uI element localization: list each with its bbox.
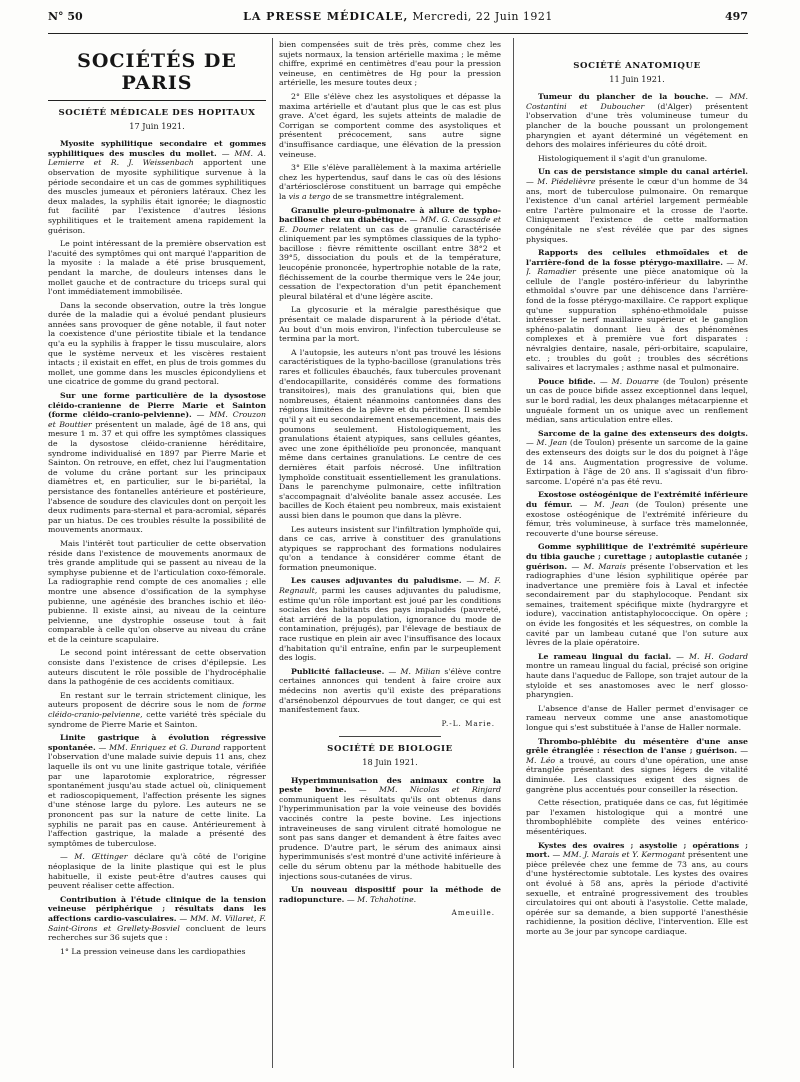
column-right (526, 40, 748, 1070)
article-text: concluent de leurs recherches sur 36 sujets que : (48, 923, 266, 943)
article (526, 652, 748, 700)
text-run: 3° Elle s'élève parallèlement à la maxima artérielle chez les hypertendus, sauf dans le cas où des lésions d'artériosclérose constituent un barrage qui empêche la (279, 163, 501, 201)
paragraph: Cette résection, pratiquée dans ce cas, fut légitimée par l'examen histologique qui a montré une thrombophlébite complète des veines entérico-mésentériques. (526, 798, 748, 836)
article-heading: Granulie pleuro-pulmonaire à allure de typho-bacillose chez un diabétique. (279, 205, 501, 225)
article-text: parmi les causes adjuvantes du paludisme, estime qu'un rôle important est joué par les conditions sociales des habitants des pays impaludés (pauvreté, état arriéré de la population, ignorance du mode de contamination, préjugés), par l'élevage de bestiaux de race rustique en plein air avec l'insuffisance des locaux d'habitation qu'il entraîne, enfin par le surpeuplement des logis. (279, 586, 501, 663)
section-title: SOCIÉTÉ ANATOMIQUE (573, 61, 701, 71)
article (526, 92, 748, 150)
article-authors: — M. Œttinger (60, 852, 128, 862)
article-heading: Thrombo-phlébite du mésentère d'une anse grêle étranglée : résection de l'anse ; guérison. (526, 736, 748, 756)
article (526, 377, 748, 425)
article-heading: Publicité fallacieuse. (291, 666, 385, 676)
article-text: rapportent l'observation d'une malade suivie depuis 11 ans, chez laquelle ils ont vu une linite gastrique totale, vérifiée par une laparotomie exploratrice, régresser spontanément jusqu'au stade actuel où, cliniquement et radioscopiquement, l'affection présente les signes d'une sténose large du pylore. Les auteurs ne se prononcent pas sur la nature de cette linite. La syphilis ne parait pas en cause. Antérieurement à l'affection gastrique, la malade a présenté des symptômes de tuberculose. (48, 742, 266, 848)
article-authors: — M. F. Regnault, (279, 576, 501, 596)
section-title: SOCIÉTÉ DE BIOLOGIE (327, 744, 453, 755)
article-authors: — M. Léo (526, 746, 748, 765)
article-heading: Myosite syphilitique secondaire et gommes syphilitiques des muscles du mollet. (48, 139, 266, 158)
article-authors: — MM. Enriquez et G. Durand (98, 742, 221, 752)
article-heading: Hyperimmunisation des animaux contre la peste bovine. (279, 775, 501, 795)
article-authors: — M. Tchahotine. (346, 894, 417, 904)
article (48, 391, 266, 535)
article-heading: Kystes des ovaires ; asystolie ; opérations ; mort. (526, 840, 748, 860)
article-authors: — MM. A. Lemierre et R. J. Weissenbach (48, 148, 266, 168)
title-rule (48, 100, 266, 101)
article (48, 895, 266, 943)
paragraph: 1° La pression veineuse dans les cardiopathies (60, 946, 246, 956)
article-authors: — M. J. Ramadier (526, 257, 748, 277)
paragraph: 2° Elle s'élève chez les asystoliques et dépasse la maxima artérielle et d'autant plus que le cas est plus grave. A'cet égard, les sujets atteints de maladie de Corrigan se comportent comme des asystoliques et présentent précocement, sans autre signe d'insuffisance cardiaque, une élévation de la pression veineuse. (279, 91, 501, 159)
article-text: communiquent les résultats qu'ils ont obtenus dans l'hyperimmunisation par la voie veineuse des bovidés vaccinés contre la peste bovine. Les injections intraveineuses de sang virulent citraté homologue ne sont pas sans danger et demandent à être faites avec prudence. D'autre part, le sérum des animaux ainsi hyperimmunisés s'est montré d'une activité inférieure à celle du sérum obtenu par la méthode habituelle des injections sous-cutanées de virus. (279, 794, 501, 881)
section-rule (339, 736, 441, 737)
text-run: En restant sur le terrain strictement clinique, les auteurs proposent de décrire sous le nom de (48, 690, 266, 710)
article-heading: Les causes adjuvantes du paludisme. (291, 576, 462, 586)
paragraph: Les auteurs insistent sur l'infiltration lymphoïde qui, dans ce cas, arrive à constituer des granulations atypiques se rapprochant des formations nodulaires qu'on a tendance à considérer comme étant de formation pneumonique. (279, 524, 501, 572)
article (279, 776, 501, 882)
article-heading: Gomme syphilitique de l'extrémité supérieure du tibia gauche ; curettage ; autoplastie cutanée ; guérison. (526, 542, 748, 571)
article-authors: — M. H. Godard (676, 651, 748, 661)
article-heading: Un nouveau dispositif pour la méthode de radiopuncture. (279, 885, 501, 904)
issue-number: N° 50 (48, 10, 83, 23)
article-heading: Rapports des cellules ethmoïdales et de l'arrière-fond de la fosse ptérygo-maxillaire. (526, 248, 748, 267)
journal-name: LA PRESSE MÉDICALE, (243, 10, 409, 23)
article-authors: — MM. J. Marais et Y. Kermogant (552, 850, 686, 860)
paragraph (48, 691, 266, 729)
article-authors: — M. Jean (579, 499, 629, 509)
article-heading: Tumeur du plancher de la bouche. (538, 92, 709, 102)
issue-date: Mercredi, 22 Juin 1921 (412, 10, 553, 23)
paragraph: bien compensées suit de très près, comme chez les sujets normaux, la tension artérielle maxima ; le même chiffre, exprimé en centimètres d'eau pour la pression veineuse, en centimètres de Hg pour la pression artérielle, les mesure toutes deux ; (279, 40, 501, 88)
article-heading: Sarcome de la gaine des extenseurs des doigts. (538, 428, 748, 438)
article-heading: Contribution à l'étude clinique de la tension veineuse périphérique ; résultats dans les affections cardio-vasculaires. (48, 894, 266, 923)
article-text: présente le cœur d'un homme de 34 ans, mort de tuberculose pulmonaire. On remarque l'existence d'un canal artériel largement perméable entre l'artère pulmonaire et la crosse de l'aorte. Cliniquement l'existence de cette malformation congénitale ne s'est révélée que par des signes physiques. (526, 176, 748, 244)
section-date: 17 Juin 1921. (129, 120, 185, 131)
section-date: 18 Juin 1921. (362, 756, 418, 767)
header-rule (48, 33, 748, 34)
journal-title (48, 10, 748, 23)
column-divider (272, 38, 273, 1068)
article-heading: Linite gastrique à évolution régressive spontanée. (48, 733, 266, 752)
article (279, 576, 501, 662)
italic-term: vis a tergo (288, 191, 331, 201)
article-text: déclare qu'à côté de l'origine néoplasique de la linite plastique qui est le plus habituelle, il existe peut-être d'autres causes qui peuvent réaliser cette affection. (48, 852, 266, 891)
signature: P.-L. Marie. (441, 718, 495, 728)
article-authors: — M. Jean (526, 438, 568, 448)
article-authors: — M. Douarre (599, 376, 659, 386)
article (48, 733, 266, 848)
article-text: montre un rameau lingual du facial, précisé son origine haute dans l'aqueduc de Fallope, son trajet autour de la styloïde et ses anastomoses avec le nerf glosso-pharyngien. (526, 661, 748, 700)
paragraph: A l'autopsie, les auteurs n'ont pas trouvé les lésions caractéristiques de la typho-bacillose (granulations très rares et follicules ébauchés, faux tubercules provenant d'endocapillarite, considérés comme des formations transitoires), mais des granulations qui, bien que nombreuses, étaient néanmoins cantonnées dans des régions limitées de la plèvre et du péritoine. Il semble qu'il y ait eu secondairement ensemencement, mais des poumons seulement. Histologiquement, les granulations étaient atypiques, sans cellules géantes, avec une zone épithélioïde peu prononcée, manquant même dans certaines granulations. Le centre de ces dernières était parfois nécrosé. Une infiltration lymphoïde constituait essentiellement les granulations. Dans le parenchyme pulmonaire, cette infiltration s'accompagnait d'alvéolite banale assez accusée. Les bacilles de Koch étaient peu nombreux, mais existaient aussi bien dans le poumon que dans la plèvre. (279, 347, 501, 520)
article-text: présentent un malade, âgé de 18 ans, qui mesure 1 m. 37 et qui offre les symptômes classiques de la dysostose cléido-cranienne héréditaire, syndrome individualisé en 1897 par Pierre Marie et Sainton. On retrouve, en effet, chez lui l'augmentation de volume du crâne portant sur les principaux diamètres et, en particulier, sur le bi-pariétal, la persistance des fontanelles antérieure et postérieure, l'absence de soudure des clavicules dont on perçoit les deux rudiments para-sternal et para-acromial, séparés par un hiatus. De ces troubles résulte la possibilité de mouvements anormaux. (48, 419, 266, 535)
article-text: a trouvé, au cours d'une opération, une anse étranglée présentant des signes légers de vitalité diminuée. Les classiques exigent des signes de gangrène plus accentués pour conseiller la résection. (526, 755, 748, 794)
paragraph: Mais l'intérêt tout particulier de cette observation réside dans l'existence de mouvements anormaux de très grande amplitude qui se passent au niveau de la symphyse pubienne et de l'articulation coxo-fémorale. La radiographie rend compte de ces anomalies ; elle montre une absence d'ossification de la symphyse pubienne, une agénésie des branches ischio et iléo-pubienne. Il existe ainsi, au niveau de la ceinture pelvienne, une dystrophie osseuse tout à fait comparable à celle qu'on observe au niveau du crâne et de la ceinture scapulaire. (48, 538, 266, 644)
article-text: présentent une pièce prélevée chez une femme de 73 ans, au cours d'une hystérectomie subtotale. Les kystes des ovaires ont évolué à 58 ans, après la période d'activité sexuelle, et entraîné progressivement des troubles circulatoires qui ont abouti à l'asystolie. Cette malade, opérée sur sa demande, a bien supporté l'anesthésie rachidienne, la position déclive, l'intervention. Elle est morte au 3e jour par syncope cardiaque. (526, 850, 748, 936)
article (526, 490, 748, 538)
article-text: apportent une observation de myosite syphilitique survenue à la période secondaire et un cas de gommes syphilitiques des muscles jumeaux et péroniers latéraux. Chez les deux malades, la syphilis était ignorée; le diagnostic fut facilité par l'existence d'autres lésions syphilitiques et le traitement amena rapidement la guérison. (48, 158, 266, 235)
article-authors: — M. Milian (388, 666, 441, 676)
text-run: de se transmettre intégralement. (332, 191, 464, 201)
paragraph: Le second point intéressant de cette observation consiste dans l'existence de crises d'épilepsie. Les auteurs discutent le rôle possible de l'hydrocéphalie dans la pathogénie de ces accidents comitiaux. (48, 648, 266, 687)
main-title: SOCIÉTÉS DE PARIS (77, 50, 237, 94)
article-authors: — MM. Crouzon et Bouttier (48, 410, 266, 429)
article (48, 139, 266, 235)
article-heading: Sur une forme particulière de la dysostose cléido-cranienne de Pierre Marie et Sainton (forme cléido-cranio-pelvienne). (48, 391, 266, 420)
text-run: cette variété très spéciale du syndrome de Pierre Marie et Sainton. (48, 710, 266, 729)
article-authors: — MM. Costantini et Duboucher (526, 92, 748, 111)
article-heading: Exostose ostéogénique de l'extrémité inférieure du fémur. (526, 490, 748, 509)
signature: Ameuille. (451, 908, 495, 918)
article-heading: Pouce bifide. (538, 376, 596, 386)
article-text: s'élève contre certaines annonces qui tendent à faire croire aux médecins non avertis qu'il existe des préparations d'arsénobenzol dépourvues de tout danger, ce qui est manifestement faux. (279, 666, 501, 715)
column-middle (279, 40, 501, 1070)
paragraph: La glycosurie et la méralgie paresthésique que présentait ce malade disparurent à la période d'état. Au bout d'un mois environ, l'infection tuberculeuse se termina par la mort. (279, 305, 501, 344)
italic-term: forme cléido-cranio-pelvienne, (48, 700, 266, 720)
article-authors: — M. Marais (571, 561, 626, 571)
article-text: (de Toulon) présente un sarcome de la gaine des extenseurs des doigts sur le dos du poignet à l'âge de 14 ans. Augmentation progressive de volume. Extirpation à l'âge de 20 ans. Il s'agissait d'un fibro-sarcome. L'opéré n'a pas été revu. (526, 438, 748, 486)
paragraph: Le point intéressant de la première observation est l'acuité des symptômes qui ont marqué l'apparition de la myosite : la malade a été prise brusquement, pendant la marche, de douleurs intenses dans le mollet gauche et de contracture du triceps sural qui l'ont immédiatement immobilisée. (48, 239, 266, 297)
article (526, 542, 748, 648)
article (279, 206, 501, 302)
article-text: (de Toulon) présente une exostose ostéogénique de l'extrémité inférieure du fémur, très volumineuse, à surface très mamelonnée, recouverte d'une bourse séreuse. (526, 499, 748, 538)
paragraph: Histologiquement il s'agit d'un granulome. (538, 153, 708, 163)
section-title: SOCIÉTÉ MÉDICALE DES HOPITAUX (58, 108, 256, 118)
masthead (48, 4, 748, 30)
article-heading: Le rameau lingual du facial. (538, 651, 672, 661)
page-number: 497 (725, 10, 748, 23)
article (526, 167, 748, 244)
column-left (48, 40, 266, 1070)
article (526, 737, 748, 795)
article (279, 667, 501, 715)
paragraph (48, 852, 266, 890)
article-authors: — MM. G. Caussade et E. Doumer (279, 215, 501, 234)
column-divider (513, 38, 514, 1068)
article (526, 248, 748, 373)
paragraph: Dans la seconde observation, outre la très longue durée de la maladie qui a évolué pendant plusieurs années sans provoquer de gêne notable, il faut noter la coexistence d'une périostite tibiale et la tendance qu'a eu la syphilis à frapper le tissu musculaire, alors que le système nerveux et les viscères restaient intacts ; il existait en effet, en plus de trois gommes du mollet, une gomme dans les muscles épicondyliens et une cicatrice de gomme du grand pectoral. (48, 300, 266, 387)
article-text: relatent un cas de granulie caractérisée cliniquement par les symptômes classiques de la typho-bacillose : fièvre rémittente oscillant entre 38°2 et 39°5, dissociation du pouls et de la température, leucopénie prononcée, hypertrophie notable de la rate, fléchissement de la courbe thermique vers le 24e jour, cessation de l'expectoration d'un petit épanchement pleural bilatéral et d'une légère ascite. (279, 224, 501, 301)
article (526, 429, 748, 487)
article-authors: — MM. Nicolas et Rinjard (358, 785, 501, 795)
paragraph (279, 163, 501, 201)
article-text: (de Toulon) présente un cas de pouce bifide assez exceptionnel dans lequel, sur le bord radial, les deux phalanges métacarpienne et unguéale forment un os unique avec un renflement médian, sans articulation entre elles. (526, 376, 748, 425)
article-heading: Un cas de persistance simple du canal artériel. (538, 167, 748, 177)
section-date: 11 Juin 1921. (609, 73, 665, 84)
article-authors: — MM. M. Villaret, F. Saint-Girons et Grellety-Bosviel (48, 913, 266, 933)
article-text: présente une pièce anatomique où la cellule de l'angle postéro-inférieur du labyrinthe ethmoïdal s'ouvre par une déhiscence dans l'arrière-fond de la fosse ptérygo-maxillaire. Ce rapport explique qu'une suppuration sphéno-ethmoïdale puisse intéresser le nerf maxillaire supérieur et le ganglion sphéno-palatin donnant lieu à des phénomènes complexes et à première vue fort disparates : névralgies dentaire, nasale, péri-orbitaire, scapulaire, etc. ; troubles du goût ; troubles des sécrétions salivaires et lacrymales ; asthme nasal et pulmonaire. (526, 267, 748, 373)
article-authors: — M. Piédelièvre (526, 176, 596, 186)
paragraph: L'absence d'anse de Haller permet d'envisager ce rameau nerveux comme une anse anastomotique longue qui s'est substituée à l'anse de Haller normale. (526, 703, 748, 732)
article (279, 885, 501, 904)
article-text: présente l'observation et les radiographies d'une lésion syphilitique opérée par inadvertance une première fois à Laval et infectée secondairement par du staphylocoque. Pendant six semaines, traitement spécifique mixte (hydrargyre et iodure), vaccination antistaphylococcique. On opère ; on évide les fongosités et les séquestres, on comble la cavité par un lambeau cutané que l'on suture aux lèvres de la plaie opératoire. (526, 561, 748, 648)
article-text: (d'Alger) présentent l'observation d'une très volumineuse tumeur du plancher de la bouche poussant un prolongement pharyngien et ayant déterminé un végétement en dehors des molaires inférieures du côté droit. (526, 101, 748, 150)
article (526, 841, 748, 937)
